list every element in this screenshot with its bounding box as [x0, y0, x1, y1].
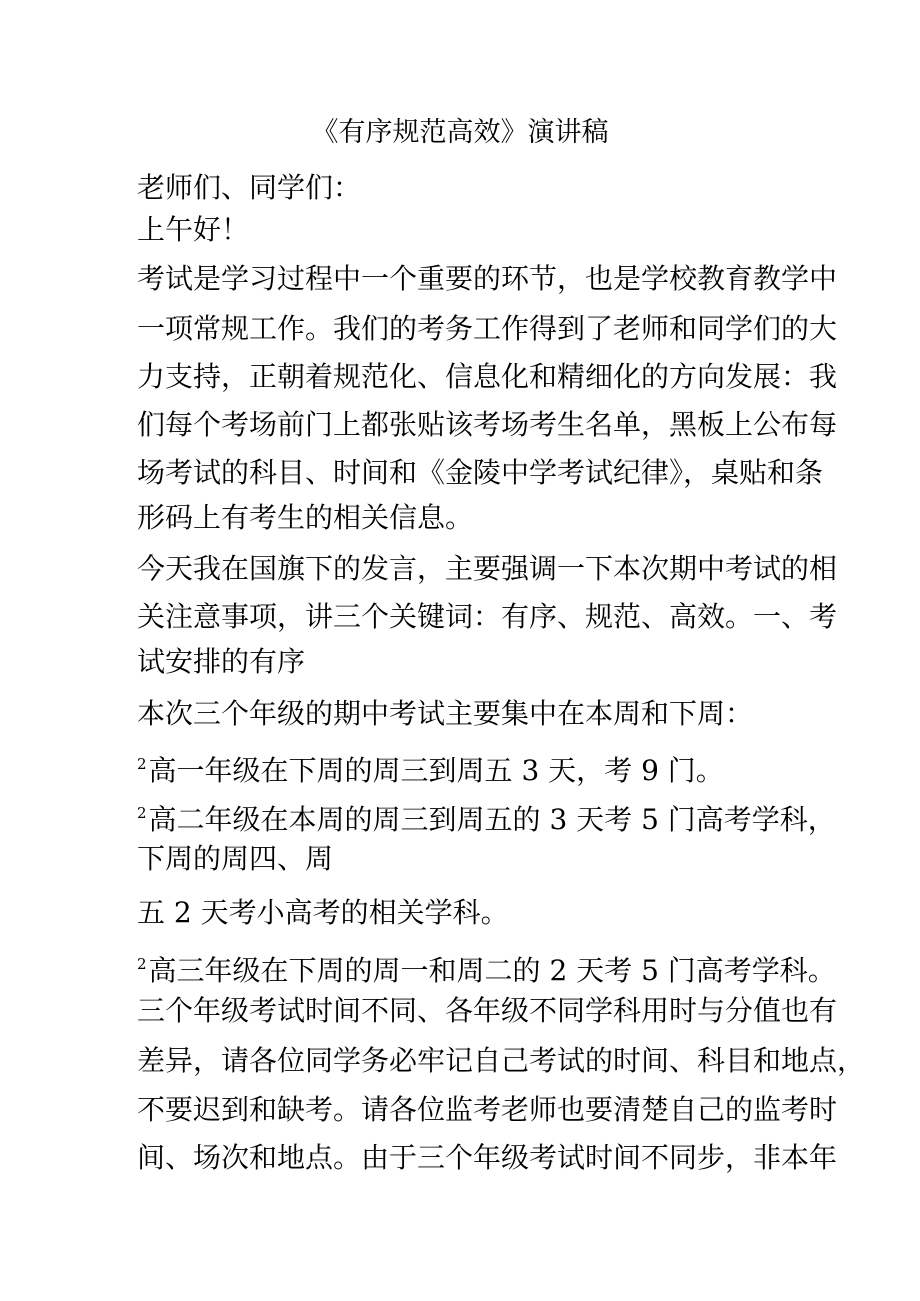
salutation-line: 老师们、同学们：: [137, 171, 362, 204]
paragraph-line: 间、场次和地点。由于三个年级考试时间不同步，非本年: [137, 1141, 838, 1174]
paragraph-line: 力支持，正朝着规范化、信息化和精细化的方向发展：我: [137, 360, 838, 393]
paragraph-line: 不要迟到和缺考。请各位监考老师也要清楚自己的监考时: [137, 1093, 838, 1126]
bullet-text: 高二年级在本周的周三到周五的 3 天考 5 门高考学科，: [148, 803, 836, 836]
bullet-item: [137, 793, 836, 840]
document-title: 《有序规范高效》演讲稿: [311, 117, 609, 148]
paragraph-line: 场考试的科目、时间和《金陵中学考试纪律》，桌贴和条: [137, 456, 824, 489]
paragraph-line: 差异，请各位同学务必牢记自己考试的时间、科目和地点，: [137, 1044, 866, 1077]
section-heading-line: 试安排的有序: [137, 645, 306, 678]
paragraph-line: 形码上有考生的相关信息。: [137, 501, 474, 534]
paragraph-line: 们每个考场前门上都张贴该考场考生名单，黑板上公布每: [137, 408, 838, 441]
bullet-marker: 2: [137, 755, 147, 773]
bullet-text: 高一年级在下周的周三到周五 3 天，考 9 门。: [148, 754, 724, 787]
paragraph-line: 三个年级考试时间不同、各年级不同学科用时与分值也有: [137, 994, 838, 1027]
paragraph-line: 本次三个年级的期中考试主要集中在本周和下周：: [137, 697, 754, 730]
paragraph-line: 下周的周四、周: [137, 842, 334, 875]
bullet-text: 高三年级在下周的周一和周二的 2 天考 5 门高考学科。: [148, 954, 836, 987]
greeting-line: 上午好！: [137, 213, 250, 246]
paragraph-line: 一项常规工作。我们的考务工作得到了老师和同学们的大: [137, 312, 838, 345]
paragraph-line: 考试是学习过程中一个重要的环节，也是学校教育教学中: [137, 262, 838, 295]
paragraph-line: 关注意事项，讲三个关键词：有序、规范、高效。一、考: [137, 600, 838, 633]
paragraph-line: 五 2 天考小高考的相关学科。: [137, 896, 509, 929]
bullet-marker: 2: [137, 804, 147, 822]
paragraph-line: 今天我在国旗下的发言，主要强调一下本次期中考试的相: [137, 552, 838, 585]
bullet-item: [137, 744, 724, 791]
bullet-item: [137, 944, 836, 991]
bullet-marker: 2: [137, 955, 147, 973]
